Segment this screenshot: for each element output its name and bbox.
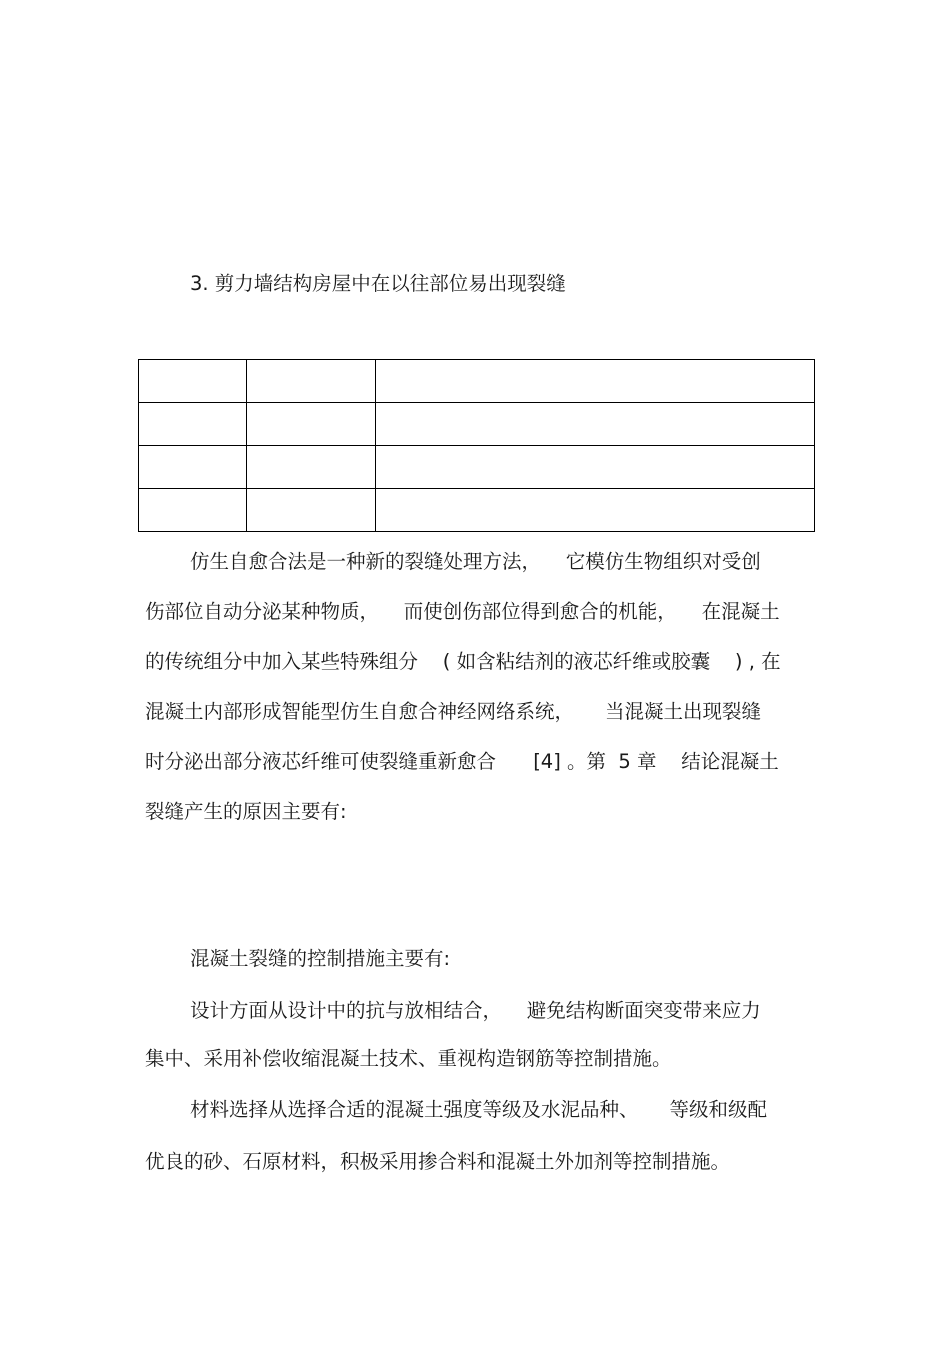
- table-row: [139, 403, 815, 446]
- table-cell: [139, 360, 247, 403]
- table-cell: [139, 489, 247, 532]
- table-row: [139, 446, 815, 489]
- paragraph-line: 材料选择从选择合适的混凝土强度等级及水泥品种、 等级和级配: [190, 1098, 767, 1121]
- table-cell: [247, 446, 376, 489]
- table-cell: [139, 446, 247, 489]
- paragraph-line: 时分泌出部分液芯纤维可使裂缝重新愈合 [4] 。第 5 章 结论混凝土: [145, 750, 779, 773]
- table-row: [139, 489, 815, 532]
- table-cell: [376, 446, 815, 489]
- empty-table: [138, 359, 815, 532]
- paragraph-control-measures: 混凝土裂缝的控制措施主要有:: [190, 947, 451, 970]
- table-cell: [139, 403, 247, 446]
- section-heading: 3. 剪力墙结构房屋中在以往部位易出现裂缝: [190, 272, 566, 295]
- paragraph-line: 的传统组分中加入某些特殊组分 ( 如含粘结剂的液芯纤维或胶囊 ) , 在: [145, 650, 781, 673]
- table-cell: [376, 360, 815, 403]
- table-cell: [376, 489, 815, 532]
- paragraph-line: 优良的砂、石原材料，积极采用掺合料和混凝土外加剂等控制措施。: [145, 1150, 731, 1173]
- paragraph-line: 伤部位自动分泌某种物质， 而使创伤部位得到愈合的机能， 在混凝土: [145, 600, 780, 623]
- table-cell: [247, 489, 376, 532]
- paragraph-line: 仿生自愈合法是一种新的裂缝处理方法， 它模仿生物组织对受创: [190, 550, 761, 573]
- table-row: [139, 360, 815, 403]
- table-cell: [247, 403, 376, 446]
- paragraph-line: 混凝土内部形成智能型仿生自愈合神经网络系统， 当混凝土出现裂缝: [145, 700, 761, 723]
- paragraph-line: 集中、采用补偿收缩混凝土技术、重视构造钢筋等控制措施。: [145, 1047, 672, 1070]
- paragraph-line: 裂缝产生的原因主要有:: [145, 800, 347, 823]
- paragraph-line: 设计方面从设计中的抗与放相结合， 避免结构断面突变带来应力: [190, 999, 761, 1022]
- table-cell: [376, 403, 815, 446]
- table-cell: [247, 360, 376, 403]
